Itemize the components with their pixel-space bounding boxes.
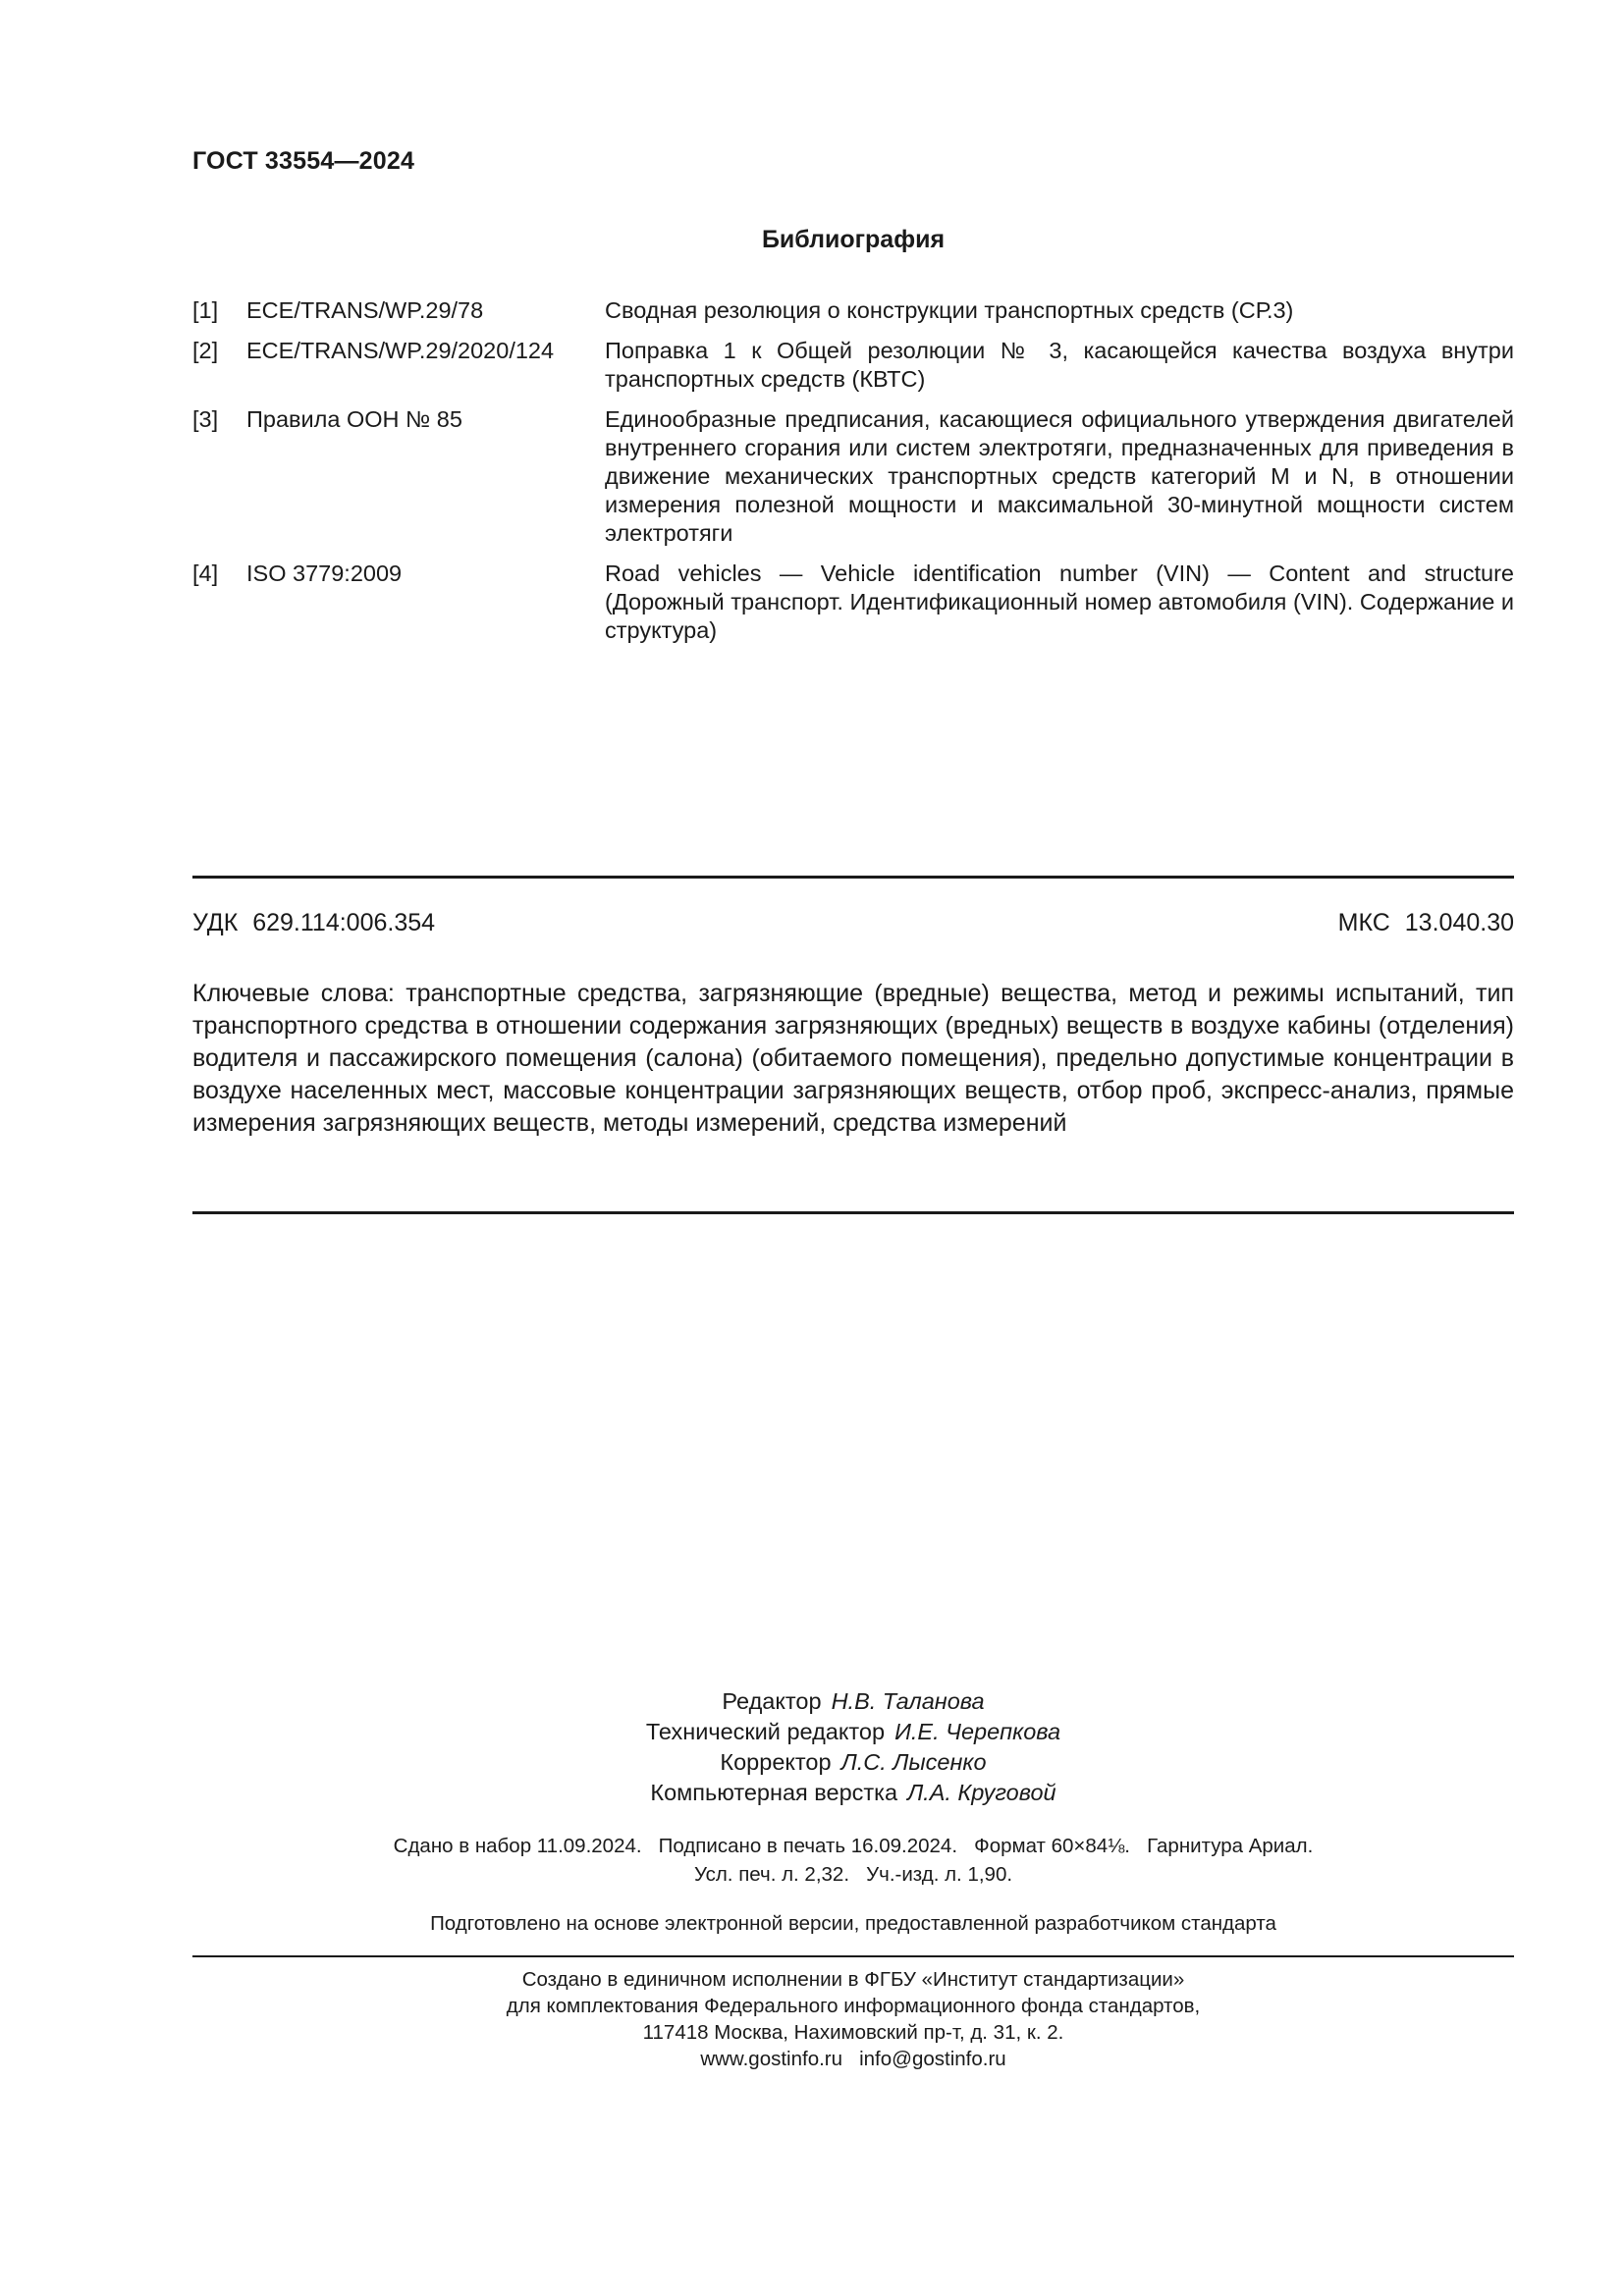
divider-keywords [192,1211,1514,1214]
entry-reference: Правила ООН № 85 [246,406,462,432]
mks-code [1338,909,1514,937]
staff-line [192,1717,1514,1747]
print-info [192,1832,1514,1889]
mks-label: МКС [1337,909,1390,936]
entry-reference: ISO 3779:2009 [246,561,403,586]
entry-description: Сводная резолюция о конструкции транспортных средств (СР.3) [605,297,1294,323]
creator-info [192,1966,1514,2072]
document-page [192,0,1514,2296]
staff-credits [192,1686,1514,1808]
entry-number: [4] [192,561,219,586]
entry-number: [2] [192,338,219,363]
entry-number: [3] [192,406,219,432]
udk-code [192,909,435,937]
document-code: ГОСТ 33554—2024 [192,147,415,175]
staff-name: Н.В. Таланова [831,1688,985,1714]
print-info-line: Усл. печ. л. 2,32. Уч.-изд. л. 1,90. [693,1863,1013,1886]
keywords-text: транспортные средства, загрязняющие (вредные) вещества, метод и режимы испытаний, тип транспортного средства в отношении содержания загрязняющих (вредных) веществ в воздухе кабины (отделения) водителя и пассажирского помещения (салона) (обитаемого помещения), предельно допустимые концентрации в воздухе населенных мест, массовые концентрации загрязняющих веществ, отбор проб, экспресс-анализ, прямые измерения загрязняющих веществ, методы измерений, средства измерений [192,980,1514,1137]
keywords-label: Ключевые слова: [192,980,395,1007]
bibliography-entry [192,560,1514,645]
bibliography-entry [192,337,1514,394]
keywords-block [192,978,1514,1140]
entry-description: Единообразные предписания, касающиеся официального утверждения двигателей внутреннего сгорания или систем электротяги, предназначенных для приведения в движение механических транспортных средств категорий М и N, в отношении измерения полезной мощности и максимальной 30-минутной мощности систем электротяги [605,406,1514,546]
staff-name: И.Е. Черепкова [894,1719,1061,1744]
divider-bottom [192,1955,1514,1957]
staff-line [192,1686,1514,1717]
creator-line: Создано в единичном исполнении в ФГБУ «Институт стандартизации» [521,1968,1185,1991]
staff-role: Технический редактор [645,1719,886,1744]
staff-role: Корректор [720,1749,832,1775]
creator-contacts: www.gostinfo.ru info@gostinfo.ru [700,2048,1006,2070]
udk-label: УДК [192,909,239,936]
mks-value: 13.040.30 [1404,909,1514,936]
entry-reference: ECE/TRANS/WP.29/2020/124 [246,338,555,363]
bibliography-list [192,296,1514,657]
prepared-note: Подготовлено на основе электронной версии, предоставленной разработчиком стандарта [430,1912,1276,1935]
divider-top [192,876,1514,879]
udk-value: 629.114:006.354 [252,909,436,936]
entry-number: [1] [192,297,219,323]
staff-role: Редактор [722,1688,822,1714]
bibliography-entry [192,405,1514,548]
bibliography-title: Библиография [761,226,946,253]
print-info-line: Сдано в набор 11.09.2024. Подписано в печать 16.09.2024. Формат 60×84⅛. Гарнитура Ариал. [393,1835,1314,1857]
staff-line [192,1778,1514,1808]
creator-line: для комплектования Федерального информационного фонда стандартов, [506,1995,1201,2017]
staff-role: Компьютерная верстка [650,1780,898,1805]
staff-name: Л.С. Лысенко [840,1749,987,1775]
entry-description: Поправка 1 к Общей резолюции № 3, касающейся качества воздуха внутри транспортных средств (КВТС) [605,338,1514,392]
entry-description: Road vehicles — Vehicle identification number (VIN) — Content and structure (Дорожный транспорт. Идентификационный номер автомобиля (VIN). Содержание и структура) [605,561,1514,643]
creator-line: 117418 Москва, Нахимовский пр-т, д. 31, к. 2. [642,2021,1064,2044]
entry-reference: ECE/TRANS/WP.29/78 [246,297,484,323]
bibliography-entry [192,296,1514,325]
staff-line [192,1747,1514,1778]
staff-name: Л.А. Круговой [907,1780,1056,1805]
